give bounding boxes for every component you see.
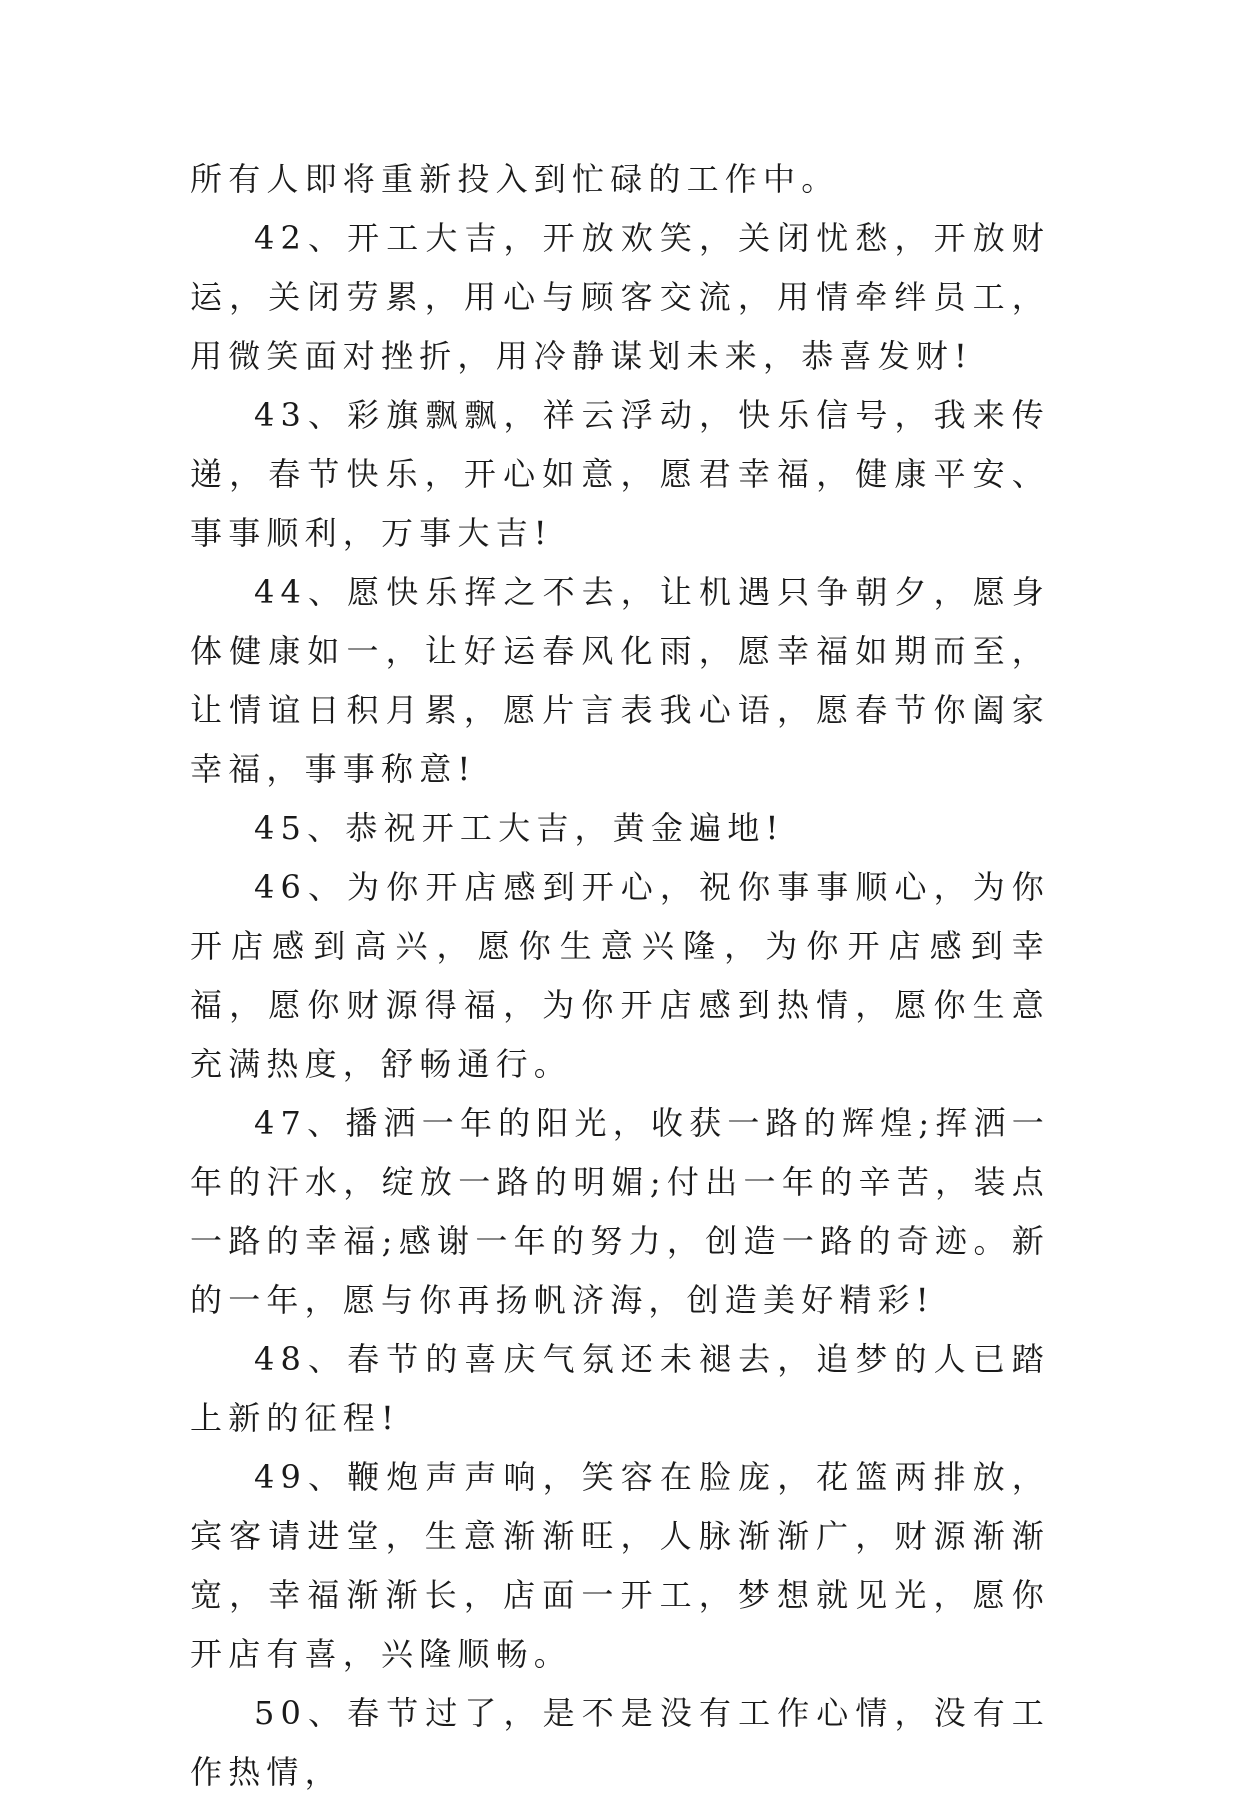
paragraph-46: 46、为你开店感到开心，祝你事事顺心，为你开店感到高兴，愿你生意兴隆，为你开店感到幸福，愿你财源得福，为你开店感到热情，愿你生意充满热度，舒畅通行。 [190, 868, 1050, 1083]
paragraph-continuation: 所有人即将重新投入到忙碌的工作中。 [190, 160, 840, 198]
paragraph-42: 42、开工大吉，开放欢笑，关闭忧愁，开放财运，关闭劳累，用心与顾客交流，用情牵绊员工，用微笑面对挫折，用冷静谋划未来，恭喜发财! [190, 219, 1050, 375]
paragraph-49: 49、鞭炮声声响，笑容在脸庞，花篮两排放，宾客请进堂，生意渐渐旺，人脉渐渐广，财源渐渐宽，幸福渐渐长，店面一开工，梦想就见光，愿你开店有喜，兴隆顺畅。 [190, 1458, 1050, 1673]
paragraph-44: 44、愿快乐挥之不去，让机遇只争朝夕，愿身体健康如一，让好运春风化雨，愿幸福如期而至，让情谊日积月累，愿片言表我心语，愿春节你阖家幸福，事事称意! [190, 573, 1050, 788]
paragraph-43: 43、彩旗飘飘，祥云浮动，快乐信号，我来传递，春节快乐，开心如意，愿君幸福，健康平安、事事顺利，万事大吉! [190, 396, 1050, 552]
paragraph-48: 48、春节的喜庆气氛还未褪去，追梦的人已踏上新的征程! [190, 1340, 1050, 1437]
document-body [190, 150, 1050, 1802]
paragraph-50: 50、春节过了，是不是没有工作心情，没有工作热情， [190, 1694, 1050, 1791]
paragraph-45: 45、恭祝开工大吉，黄金遍地! [254, 809, 785, 847]
paragraph-47: 47、播洒一年的阳光，收获一路的辉煌;挥洒一年的汗水，绽放一路的明媚;付出一年的辛苦，装点一路的幸福;感谢一年的努力，创造一路的奇迹。新的一年，愿与你再扬帆济海，创造美好精彩! [190, 1104, 1050, 1319]
